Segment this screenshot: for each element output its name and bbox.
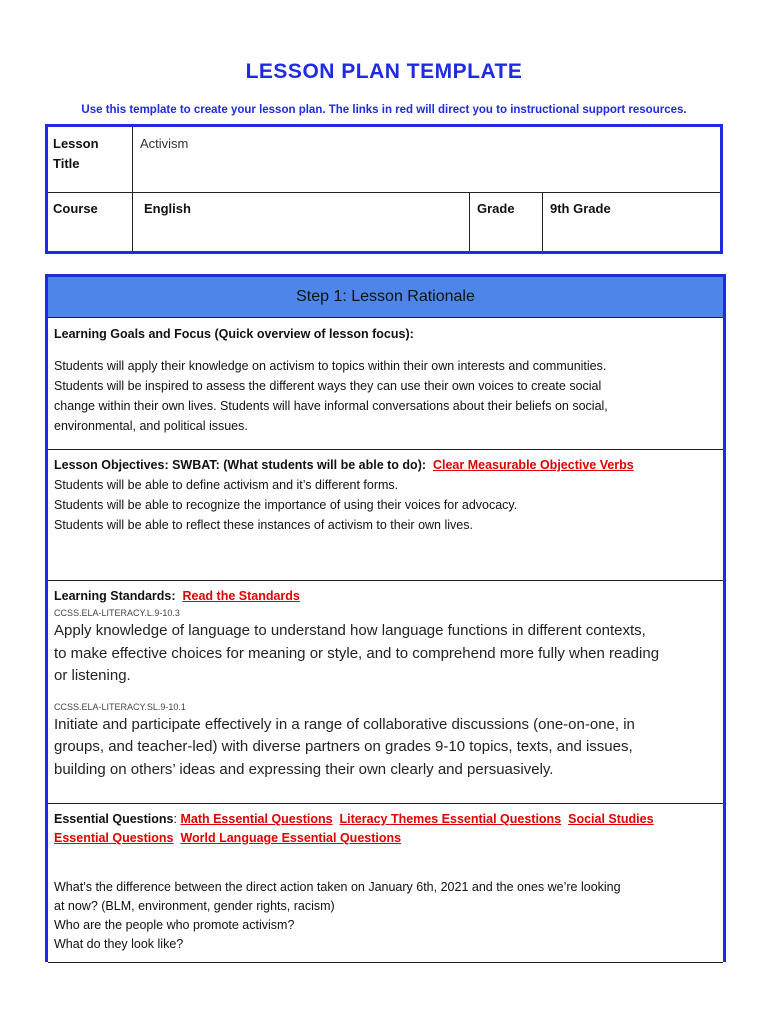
- lesson-objectives-section: [48, 455, 723, 535]
- math-questions-link[interactable]: Math Essential Questions: [180, 812, 333, 826]
- course-label: Course: [53, 201, 98, 216]
- essential-questions-section: [48, 810, 723, 954]
- standard-text-line: Initiate and participate effectively in a range of collaborative discussions (one-on-one, in: [54, 715, 635, 733]
- question-line: at now? (BLM, environment, gender rights, racism): [54, 899, 335, 913]
- standard-text-line: groups, and teacher-led) with diverse partners on grades 9-10 topics, texts, and issues,: [54, 738, 633, 755]
- section-divider: [48, 962, 723, 963]
- read-standards-link[interactable]: Read the Standards: [182, 589, 300, 603]
- standard-text-line: or listening.: [54, 667, 131, 684]
- learning-standards-section: [48, 586, 723, 781]
- section-divider: [48, 803, 723, 804]
- question-line: What do they look like?: [54, 937, 184, 951]
- standard-text-line: to make effective choices for meaning or style, and to comprehend more fully when reading: [54, 644, 660, 662]
- standard-text-line: Apply knowledge of language to understand how language functions in different contexts,: [54, 622, 646, 639]
- learning-goals-line: Students will be inspired to assess the different ways they can use their own voices to create social: [54, 379, 602, 393]
- lesson-title-value: Activism: [140, 136, 189, 151]
- learning-goals-line: Students will apply their knowledge on activism to topics within their own interests and communities.: [54, 359, 607, 373]
- social-studies-link[interactable]: Social Studies: [568, 812, 654, 826]
- learning-goals-label: Learning Goals and Focus (Quick overview of lesson focus):: [54, 327, 414, 341]
- social-studies-questions-link[interactable]: Essential Questions: [54, 831, 174, 845]
- info-col-divider: [132, 127, 133, 251]
- learning-goals-line: change within their own lives. Students will have informal conversations about their beliefs on social,: [54, 399, 608, 413]
- course-value: English: [144, 201, 191, 216]
- question-line: What’s the difference between the direct action taken on January 6th, 2021 and the ones we’re looking: [54, 880, 621, 894]
- document-title: LESSON PLAN TEMPLATE: [245, 60, 523, 83]
- standard-code: CCSS.ELA-LITERACY.SL.9-10.1: [54, 701, 186, 712]
- world-language-questions-link[interactable]: World Language Essential Questions: [180, 831, 402, 845]
- learning-goals-line: environmental, and political issues.: [54, 419, 248, 433]
- lesson-title-label: Lesson Title: [53, 136, 99, 171]
- grade-label: Grade: [477, 201, 515, 216]
- lesson-objectives-label: Lesson Objectives: SWBAT: (What students will be able to do):: [54, 458, 427, 472]
- info-col-divider: [542, 192, 543, 251]
- learning-standards-label: Learning Standards:: [54, 589, 176, 603]
- question-line: Who are the people who promote activism?: [54, 918, 295, 932]
- grade-value: 9th Grade: [550, 201, 611, 216]
- step1-header: Step 1: Lesson Rationale: [48, 277, 723, 318]
- document-subtitle: Use this template to create your lesson plan. The links in red will direct you to instructional support resources.: [81, 104, 687, 116]
- label-colon: :: [173, 812, 177, 826]
- step1-lesson-rationale: [45, 274, 726, 962]
- learning-goals-section: [48, 324, 723, 436]
- essential-questions-label: Essential Questions: [54, 812, 174, 826]
- objective-line: Students will be able to define activism and it’s different forms.: [54, 478, 399, 492]
- lesson-info-table: [45, 124, 723, 254]
- info-row-divider: [48, 192, 720, 193]
- objective-line: Students will be able to recognize the importance of using their voices for advocacy.: [54, 498, 518, 512]
- objective-line: Students will be able to reflect these instances of activism to their own lives.: [54, 518, 473, 532]
- section-divider: [48, 449, 723, 450]
- section-divider: [48, 580, 723, 581]
- objective-verbs-link[interactable]: Clear Measurable Objective Verbs: [432, 458, 634, 472]
- standard-text-line: building on others’ ideas and expressing their own clearly and persuasively.: [54, 760, 554, 778]
- standard-code: CCSS.ELA-LITERACY.L.9-10.3: [54, 608, 180, 618]
- literacy-questions-link[interactable]: Literacy Themes Essential Questions: [339, 812, 562, 826]
- info-col-divider: [469, 192, 470, 251]
